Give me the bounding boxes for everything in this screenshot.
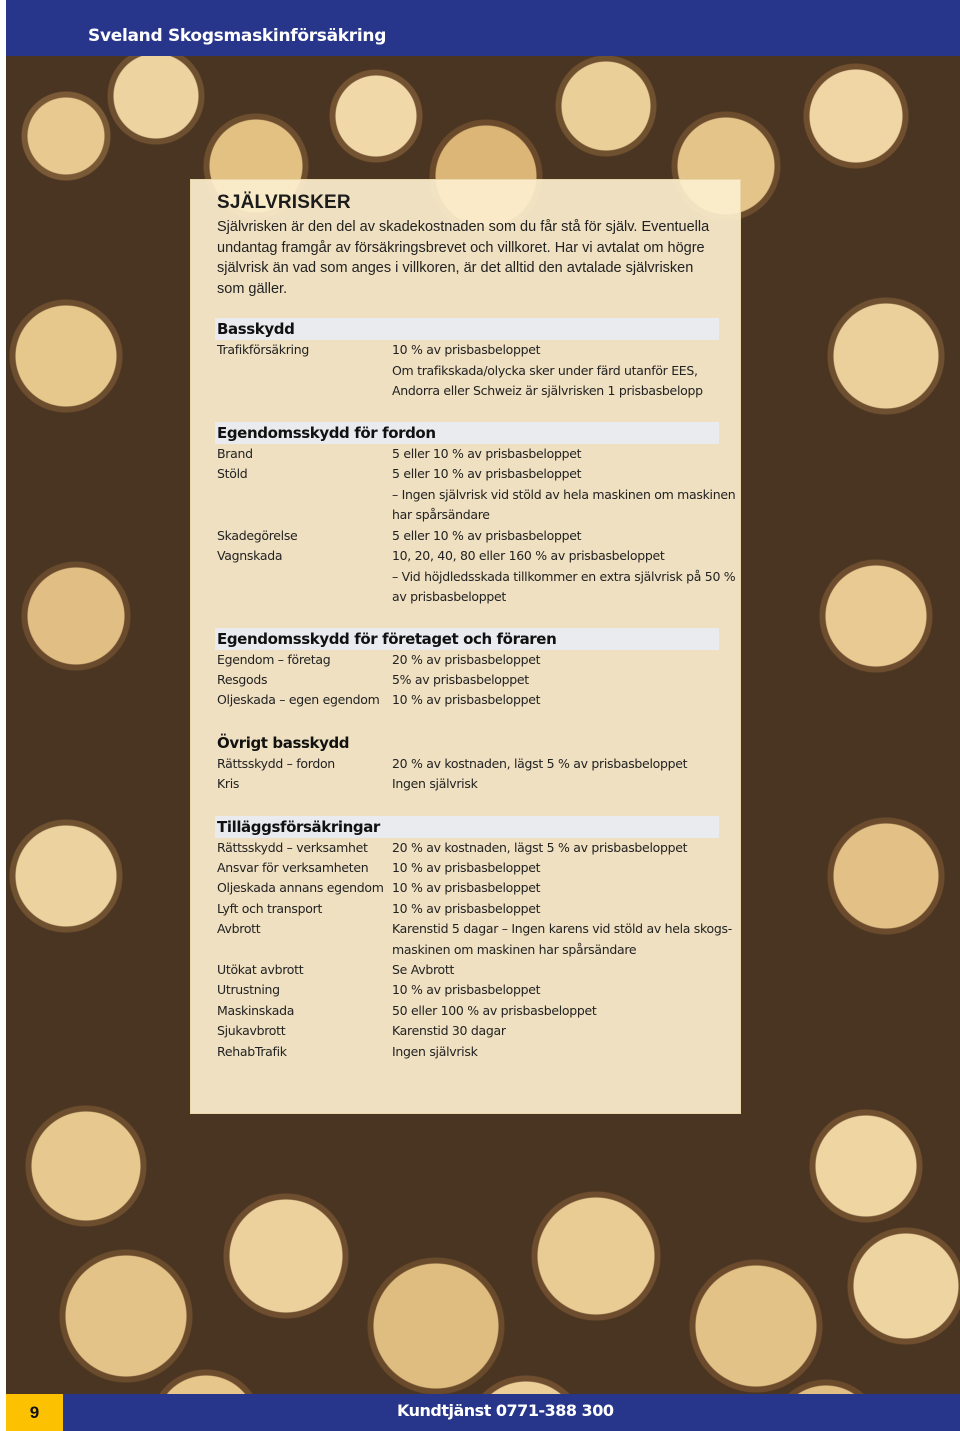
section-heading-tillagg: Tilläggsförsäkringar [215, 816, 719, 838]
section-heading-fordon: Egendomsskydd för fordon [215, 422, 719, 444]
row-value [392, 1021, 732, 1042]
value-line: 20 % av kostnaden, lägst 5 % av prisbasbeloppet [392, 756, 688, 771]
row-value [392, 690, 732, 711]
row-label: Avbrott [217, 921, 261, 936]
intro-line: undantag framgår av försäkringsbrevet och villkoret. Har vi avtalat om högre [217, 239, 705, 256]
section-heading-ovrigt: Övrigt basskydd [217, 734, 350, 752]
row-value [392, 838, 732, 859]
value-line: 5 eller 10 % av prisbasbeloppet [392, 466, 582, 481]
row-value [392, 858, 732, 879]
row-value [392, 444, 732, 465]
page-number: 9 [6, 1394, 63, 1431]
row-label: Skadegörelse [217, 528, 298, 543]
row-label: Oljeskada – egen egendom [217, 692, 380, 707]
intro-line: Självrisken är den del av skadekostnaden som du får stå för själv. Eventuella [217, 219, 710, 235]
row-label: Brand [217, 446, 253, 461]
row-value [392, 980, 732, 1001]
value-line: Se Avbrott [392, 962, 455, 977]
row-value [392, 878, 732, 899]
value-line: maskinen om maskinen har spårsändare [392, 941, 637, 957]
value-line: 10 % av prisbasbeloppet [392, 982, 541, 997]
row-value [392, 899, 732, 920]
value-line: Om trafikskada/olycka sker under färd utanför EES, [392, 362, 698, 378]
value-line: 10, 20, 40, 80 eller 160 % av prisbasbeloppet [392, 548, 665, 563]
value-line: 10 % av prisbasbeloppet [392, 901, 541, 916]
value-line: 20 % av kostnaden, lägst 5 % av prisbasbeloppet [392, 840, 688, 855]
value-line: Karenstid 5 dagar – Ingen karens vid stöld av hela skogs- [392, 921, 732, 936]
row-label: Maskinskada [217, 1003, 295, 1018]
value-line: – Ingen självrisk vid stöld av hela maskinen om maskinen [392, 486, 736, 502]
value-line: Andorra eller Schweiz är självrisken 1 prisbasbelopp [392, 383, 703, 398]
value-line: 10 % av prisbasbeloppet [392, 860, 541, 875]
row-label: Oljeskada annans egendom [217, 880, 384, 895]
row-value [392, 650, 732, 671]
row-label: Rättsskydd – fordon [217, 756, 335, 771]
row-value [392, 754, 732, 775]
row-value [392, 526, 732, 547]
intro-paragraph [217, 217, 727, 299]
page-title: SJÄLVRISKER [217, 192, 351, 213]
row-label: Ansvar för verksamheten [217, 860, 369, 875]
brand-title: Sveland Skogsmaskinförsäkring [88, 26, 387, 46]
value-line: 5% av prisbasbeloppet [392, 672, 529, 687]
row-label: Rättsskydd – verksamhet [217, 840, 368, 855]
row-value [392, 774, 732, 795]
value-line: 5 eller 10 % av prisbasbeloppet [392, 528, 582, 543]
row-label: Kris [217, 776, 240, 791]
value-line: 20 % av prisbasbeloppet [392, 652, 541, 667]
row-label: Stöld [217, 466, 248, 481]
row-label: Resgods [217, 672, 268, 687]
value-line: 10 % av prisbasbeloppet [392, 342, 541, 357]
row-label: Sjukavbrott [217, 1023, 286, 1038]
value-line: har spårsändare [392, 507, 490, 522]
value-line: – Vid höjdledsskada tillkommer en extra självrisk på 50 % [392, 568, 736, 584]
intro-line: självrisk än vad som anges i villkoren, är det alltid den avtalade självrisken [217, 260, 694, 276]
value-line: Karenstid 30 dagar [392, 1023, 506, 1038]
intro-line: som gäller. [217, 280, 288, 297]
row-value [392, 1001, 732, 1022]
row-label: Vagnskada [217, 548, 283, 563]
row-label: Egendom – företag [217, 652, 331, 667]
value-line: 50 eller 100 % av prisbasbeloppet [392, 1003, 597, 1018]
row-value [392, 464, 736, 526]
row-label: Lyft och transport [217, 901, 323, 916]
value-line: 10 % av prisbasbeloppet [392, 880, 541, 895]
section-heading-foretaget: Egendomsskydd för företaget och föraren [215, 628, 719, 650]
row-value [392, 919, 732, 960]
value-line: Ingen självrisk [392, 776, 478, 791]
row-value [392, 1042, 732, 1063]
value-line: Ingen självrisk [392, 1044, 478, 1059]
value-line: 10 % av prisbasbeloppet [392, 692, 541, 707]
value-line: 5 eller 10 % av prisbasbeloppet [392, 446, 582, 461]
row-value [392, 960, 732, 981]
value-line: av prisbasbeloppet [392, 589, 507, 604]
row-label: Utrustning [217, 982, 280, 997]
row-label: RehabTrafik [217, 1044, 287, 1059]
row-value [392, 546, 736, 608]
section-heading-basskydd: Basskydd [215, 318, 719, 340]
customer-service-phone: Kundtjänst 0771-388 300 [397, 1401, 614, 1420]
row-value [392, 670, 732, 691]
header-bar [6, 0, 960, 56]
row-label: Utökat avbrott [217, 962, 304, 977]
row-value [392, 340, 732, 402]
row-label: Trafikförsäkring [217, 342, 309, 357]
